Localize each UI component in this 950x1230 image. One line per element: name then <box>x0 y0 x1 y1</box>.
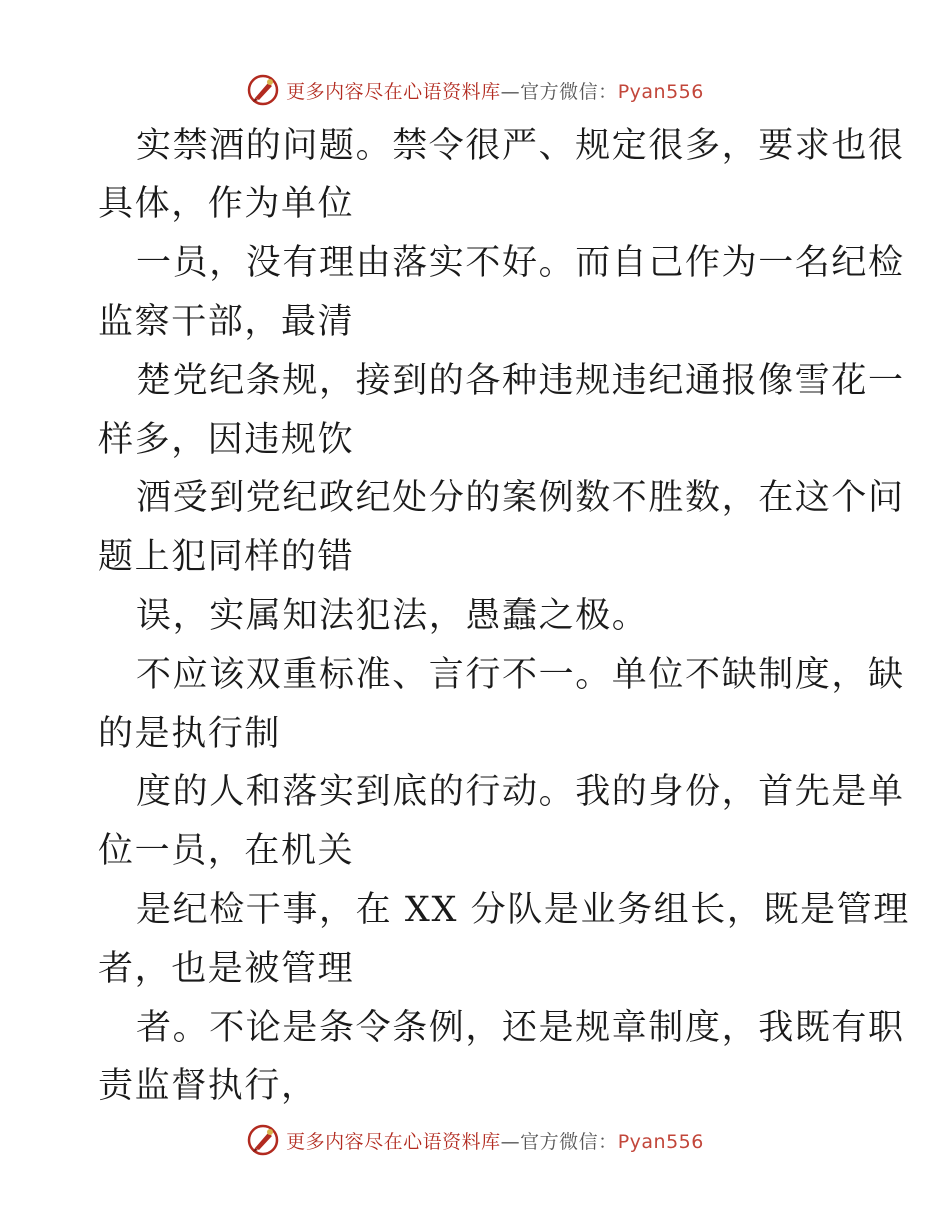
text-line: 是纪检干事，在 XX 分队是业务组长，既是管理 <box>136 890 910 930</box>
banner-wechat-label: 官方微信： <box>520 80 618 103</box>
text-line: 度的人和落实到底的行动。我的身份，首先是单 <box>136 772 905 812</box>
banner-wechat-id: Pyan556 <box>617 1130 704 1153</box>
text-line: 楚党纪条规，接到的各种违规违纪通报像雪花一 <box>136 361 905 401</box>
banner-dash: — <box>500 1130 521 1153</box>
header-banner <box>0 70 950 110</box>
text-line: 实禁酒的问题。禁令很严、规定很多，要求也很 <box>136 126 905 166</box>
banner-main-text: 更多内容尽在心语资料库 <box>286 80 501 103</box>
banner-dash: — <box>500 80 521 103</box>
text-line: 位一员，在机关 <box>98 831 355 871</box>
pen-logo-icon <box>246 73 280 107</box>
text-line: 监察干部，最清 <box>98 302 355 342</box>
banner-wechat-id: Pyan556 <box>617 80 704 103</box>
text-line: 者。不论是条令条例，还是规章制度，我既有职 <box>136 1008 905 1048</box>
text-line: 责监督执行， <box>98 1066 318 1106</box>
banner-wechat-label: 官方微信： <box>520 1130 618 1153</box>
text-line: 样多，因违规饮 <box>98 420 355 460</box>
banner-text <box>286 77 704 104</box>
banner-text <box>286 1127 704 1154</box>
text-line: 具体，作为单位 <box>98 184 355 224</box>
text-line: 者，也是被管理 <box>98 949 355 989</box>
text-line: 题上犯同样的错 <box>98 537 355 577</box>
pen-logo-icon <box>246 1123 280 1157</box>
text-line: 误，实属知法犯法，愚蠢之极。 <box>136 596 649 636</box>
text-line: 酒受到党纪政纪处分的案例数不胜数，在这个问 <box>136 478 905 518</box>
text-line: 不应该双重标准、言行不一。单位不缺制度，缺 <box>136 655 905 695</box>
banner-main-text: 更多内容尽在心语资料库 <box>286 1130 501 1153</box>
footer-banner <box>0 1120 950 1160</box>
text-line: 一员，没有理由落实不好。而自己作为一名纪检 <box>136 243 905 283</box>
text-line: 的是执行制 <box>98 714 282 754</box>
